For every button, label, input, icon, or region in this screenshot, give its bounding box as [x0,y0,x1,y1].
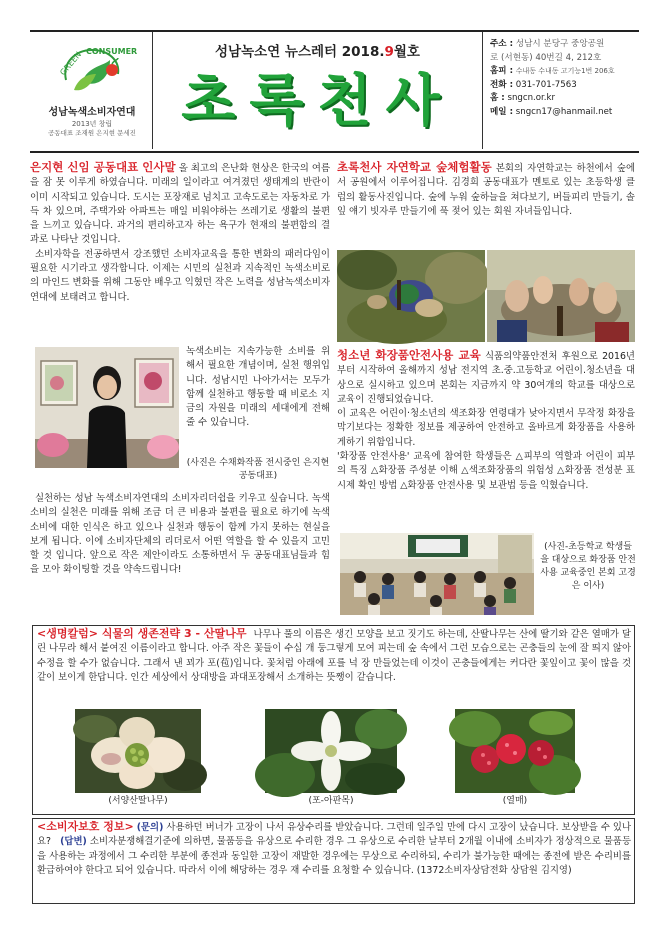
leaf-icon [455,709,575,793]
cosmetics-heading: 청소년 화장품안전사용 교육 [337,348,481,362]
dogwood-flower-photo [75,709,201,793]
cosmetics-para-2: 이 교육은 어린이·청소년의 색조화장 연령대가 낮아지면서 무작정 화장을 막기보다는 정확한 정보를 제공하여 안전하고 올바르게 화장품을 사용하게하기 위함입니다. [337,408,635,448]
cosmetics-para-3: '화장품 안전사용' 교육에 참여한 학생들은 △피부의 역할과 어린이 피부의 특징 △화장품 주성분 이해 △색조화장품의 위험성 △화장품 전성분 표시제 확인 방법 △화장품 안전사용 및 보관법 등을 익혔습니다. [337,451,635,491]
address-row: 주소 : 성남시 분당구 중앙공원 [490,39,605,49]
cosmetics-para-1: 식품의약품안전처 후원으로 2016년부터 시작하여 올해까지 성남 전지역 초.중.고등학교 어린이.청소년을 대상으로 실시하고 있으며 본회는 지금까지 약 30여개의 학교를 대상으로 교육이 진행되었습니다. [337,351,635,405]
phone-row: 전화 : 031-701-7563 [490,79,577,90]
bract-caption: (포-아판목) [308,796,354,806]
answer-text: 소비자분쟁해결기준에 의하면, 물품등을 유상으로 수리한 경우 그 유상으로 수리한 날부터 2개월 이내에 소비자가 정상적으로 물품등을 사용하는 과정에서 그 수리한 부분에 종전과 동일한 고장이 재발한 경우에는 무상으로 수리하되, 수리가 불가능한 때에는 종전에 받은 수리비를 환급하여야 한다고 되어 있습니다. 따라서 이에 해당하는 경우 재 수리를 요청할 수 있습니다. (1372소비자상담전화 상담원 김지영) [37,836,632,876]
left-para-1: 올 최고의 은난화 현상은 한국의 여름을 잠 못 이루게 하였습니다. 미래의 일이라고 여겨졌던 생태계의 반란이 이미 시작되고 있습니다. 도시는 포장재로 넘치고 고속도로는 자동차로 가득 차 있으며, 주택가와 아파트는 매일 비워야하는 쓰레기로 생활의 불편을 느끼고 있습니다. 과거의 편리하고자 하는 욕구가 현재의 불편함의 결과로 나타난 것입니다. [30,163,331,246]
logo [52,40,138,100]
flower-icon [75,709,201,793]
web-row[interactable]: 홈 : sngcn.or.kr [490,93,555,104]
org-founded: 2013년 창립 [71,120,113,128]
left-article-intro [30,160,330,248]
column-heading: <생명칼럼> 식물의 생존전략 3 - 산딸나무 [37,627,247,640]
column-text [37,627,631,685]
org-sub: 공동대표 조재원 은지현 문세진 [48,129,136,137]
contact-block [490,38,638,120]
representative-photo [35,347,179,468]
fruit-photo [455,709,575,793]
header-divider-left [152,32,153,149]
classroom-photo-caption: (사진-초등학교 학생들을 대상으로 화장품 안전사용 교육중인 본회 고경은 이사) [540,542,636,591]
right-article-1 [337,160,635,219]
question-label: (문의) [136,822,164,833]
left-para-3: 녹색소비는 지속가능한 소비를 위해서 필요한 개념이며, 실천 행위입니다. 성남시민 나아가서는 모두가 함께 실천하고 행동할 때 비로소 지금의 자원을 미래의 세대에게 전해줄 수 있습니다. [186,346,330,429]
classroom-photo [340,533,534,615]
nature-school-body: 본회의 자연학교는 하천에서 숲에서 공원에서 이루어집니다. 김경희 공동대표가 멘토로 있는 초등학생 클럽의 활동사진입니다. 숲에 누워 숲하늘을 쳐다보기, 버들피리 만들기, 솔잎 얘기 빗자루 만들기에 푹 젖어 있는 회원 자녀들입니다. [337,163,635,217]
right-article-2 [337,348,635,493]
left-para-4: 실천하는 성남 녹색소비자연대의 소비자리더쉽을 키우고 싶습니다. 녹색소비의 실천은 미래를 위해 조금 더 큰 비용과 불편을 필요로 하기에 녹색소비에 대한 인식은 하고 있으나 실천과 행동이 함께 가지 못하는 현실을 보게 됩니다. 이에 소비자단체의 리더로서 어떤 역할을 할 수 있을지 고민할 것 입니다. 앞으로 작은 제안이라도 소통하면서 두 공동대표님들과 힘을 모아 화이팅할 것을 약속드립니다! [30,493,330,576]
dogwood-caption: (서양산딸나무) [108,796,168,806]
logo-icon [52,40,138,100]
nature-school-heading: 초록천사 자연학교 숲체험활동 [337,160,492,174]
svg-text:CONSUMER: CONSUMER [86,47,138,56]
left-para-2: 소비자학을 전공하면서 강조했던 소비자교육을 통한 변화의 패러다임이 필요한 시기라고 생각합니다. 이제는 시민의 실천과 지속적인 녹색소비로의 마인드 변화를 위해 그동안 배우고 익혔던 작은 노력을 성남녹색소비자연대에 보태려고 합니다. [30,248,330,303]
email-row[interactable]: 메일 : sngcn17@hanmail.net [490,106,613,117]
forest-activity-photo-1 [337,250,485,342]
forest-activity-photo-2 [487,250,635,342]
consumer-info-heading: <소비자보호 정보> [37,820,134,833]
consumer-info-text [37,820,631,878]
answer-label: (답변) [60,836,87,848]
left-article [30,160,330,305]
column-body: 나무나 풀의 이름은 생긴 모양을 보고 짓기도 하는데, 산딸나무는 산에 딸기와 같은 열매가 달린 나무라 해서 붙여진 이름이라고 합니다. 아주 작은 꽃들이 수십 개 둥그렇게 모여 피는데 숲 속에서 그런 모습으로는 곤충들의 눈에 잘 띄지 않아 수정을 할 수가 없습니다. 그래서 낸 꾀가 포(苞)입니다. 꽃처럼 아래에 포를 넉 장 만들었는데 이것이 곤충들에게는 커다란 꽃잎이고 꽃이 많을 것 같이 보이게 한답니다. 인간 세상에서 상대방을 과대포장해서 소개하는 뜻쨍이 같습니다. [37,629,631,683]
address-row-2: 로 (서현동) 40번길 4, 212호 [490,52,602,63]
svg-text:GREEN: GREEN [58,50,84,78]
question-text: 사용하던 버너가 고장이 나서 유상수리를 받았습니다. 그런데 일주일 만에 다시 고장이 났습니다. 보상받을 수 있나요? [37,822,631,848]
representative-photo-caption: (사진은 수채화작품 전시중인 은지현 공동대표) [186,458,330,481]
left-article-heading: 은지현 신임 공동대표 인사말 [30,160,176,174]
header-divider-right [482,32,483,149]
masthead-title: 초록천사 [181,68,454,134]
org-name: 성남녹색소비자연대 [48,107,136,118]
newsletter-label: 성남녹소연 뉴스레터 2018.9월호 [215,44,420,60]
fruit-caption: (열매) [502,796,528,806]
bract-photo [265,709,397,793]
homepage-row: 홈피 : 수내동 수내동 고기능1번 206호 [490,66,615,77]
